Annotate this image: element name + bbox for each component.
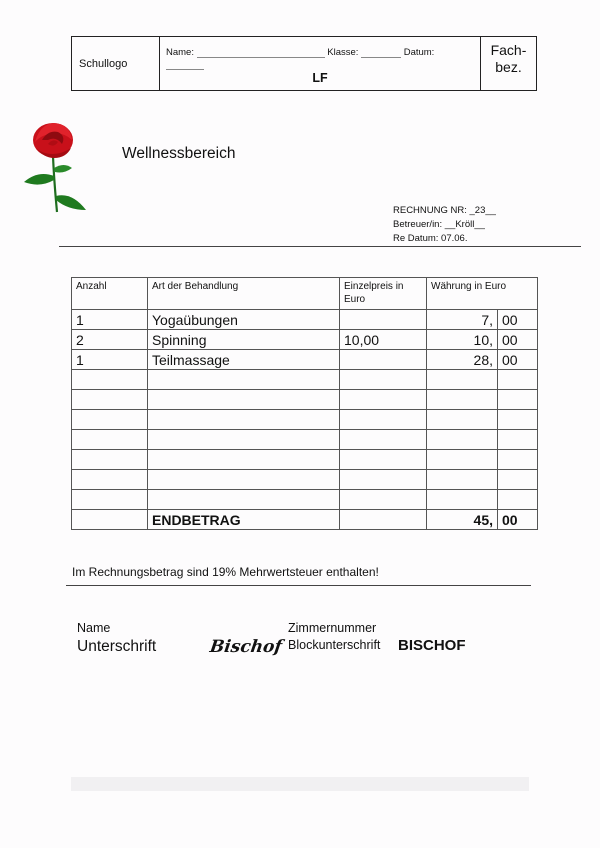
name-label: Name: [166, 47, 194, 58]
empty-cell[interactable] [498, 450, 538, 470]
empty-cell[interactable] [340, 490, 427, 510]
header-treatment: Art der Behandlung [148, 278, 340, 310]
empty-cell[interactable] [148, 390, 340, 410]
cell-euro[interactable]: 7, [427, 310, 498, 330]
divider-top [59, 246, 581, 247]
empty-cell[interactable] [498, 370, 538, 390]
empty-cell[interactable] [340, 450, 427, 470]
empty-cell[interactable] [340, 390, 427, 410]
student-info-cell [161, 37, 479, 90]
empty-cell[interactable] [148, 490, 340, 510]
handwritten-signature: Bischof [208, 637, 284, 657]
cell-qty[interactable]: 2 [72, 330, 148, 350]
empty-cell[interactable] [148, 430, 340, 450]
empty-cell[interactable] [340, 410, 427, 430]
block-signature-label: Blockunterschrift [288, 638, 381, 652]
class-field[interactable] [361, 48, 401, 58]
empty-cell[interactable] [72, 390, 148, 410]
empty-cell[interactable] [72, 370, 148, 390]
table-row [72, 330, 538, 350]
footer-bar [71, 777, 529, 791]
cell-unit-price[interactable] [340, 310, 427, 330]
empty-cell[interactable] [498, 390, 538, 410]
date-field[interactable] [166, 60, 204, 70]
school-logo-cell [72, 37, 160, 90]
name-field[interactable] [197, 48, 325, 58]
signature-label: Unterschrift [77, 638, 157, 655]
cell-treatment[interactable]: Yogaübungen [148, 310, 340, 330]
empty-cell[interactable] [72, 410, 148, 430]
empty-row [72, 390, 538, 410]
empty-cell[interactable] [72, 430, 148, 450]
subject-cell [480, 37, 536, 90]
empty-cell[interactable] [498, 410, 538, 430]
name-label: Name [77, 621, 111, 635]
empty-cell[interactable] [427, 390, 498, 410]
empty-cell[interactable] [148, 450, 340, 470]
cell-cent[interactable]: 00 [498, 350, 538, 370]
header-currency: Währung in Euro [427, 278, 538, 310]
cell-cent[interactable]: 00 [498, 310, 538, 330]
cell-cent[interactable]: 00 [498, 330, 538, 350]
empty-cell[interactable] [340, 370, 427, 390]
empty-row [72, 470, 538, 490]
block-signature-value: BISCHOF [398, 637, 466, 654]
empty-cell[interactable] [72, 450, 148, 470]
empty-cell[interactable] [72, 490, 148, 510]
cell-qty[interactable]: 1 [72, 350, 148, 370]
empty-cell[interactable] [148, 410, 340, 430]
empty-cell[interactable] [498, 490, 538, 510]
invoice-number: RECHNUNG NR: _23__ [393, 205, 496, 216]
cell-treatment[interactable]: Spinning [148, 330, 340, 350]
page-title: Wellnessbereich [122, 145, 236, 162]
cell-treatment[interactable]: Teilmassage [148, 350, 340, 370]
total-row [72, 510, 538, 530]
empty-cell[interactable] [427, 450, 498, 470]
divider-bottom [66, 585, 531, 586]
invoice-date: Re Datum: 07.06. [393, 233, 468, 244]
table-row [72, 350, 538, 370]
empty-row [72, 450, 538, 470]
total-euro[interactable]: 45, [427, 510, 498, 530]
empty-cell[interactable] [427, 410, 498, 430]
header-box [71, 36, 537, 91]
header-qty: Anzahl [72, 278, 148, 310]
empty-row [72, 410, 538, 430]
empty-cell[interactable] [427, 470, 498, 490]
cell-unit-price[interactable]: 10,00 [340, 330, 427, 350]
lf-label: LF [312, 71, 328, 85]
school-logo-label: Schullogo [79, 57, 128, 70]
cell-qty[interactable]: 1 [72, 310, 148, 330]
empty-cell[interactable] [340, 470, 427, 490]
cell-euro[interactable]: 28, [427, 350, 498, 370]
header-unit-price: Einzelpreis in Euro [340, 278, 427, 310]
empty-row [72, 430, 538, 450]
subject-label-line2: bez. [495, 59, 522, 75]
empty-cell[interactable] [498, 470, 538, 490]
room-number-label: Zimmernummer [288, 621, 377, 635]
total-label: ENDBETRAG [148, 510, 340, 530]
empty-cell[interactable] [340, 430, 427, 450]
invoice-meta [393, 204, 496, 246]
empty-cell[interactable] [427, 370, 498, 390]
empty-cell[interactable] [148, 470, 340, 490]
empty-cell[interactable] [148, 370, 340, 390]
table-row [72, 310, 538, 330]
empty-row [72, 370, 538, 390]
empty-cell[interactable] [427, 430, 498, 450]
subject-label-line1: Fach- [490, 42, 527, 58]
cell-euro[interactable]: 10, [427, 330, 498, 350]
total-empty [340, 510, 427, 530]
empty-cell[interactable] [72, 470, 148, 490]
invoice-table [71, 277, 538, 530]
empty-cell[interactable] [427, 490, 498, 510]
class-label: Klasse: [327, 47, 359, 58]
table-header-row [72, 278, 538, 310]
total-cent[interactable]: 00 [498, 510, 538, 530]
vat-note: Im Rechnungsbetrag sind 19% Mehrwertsteuer enthalten! [72, 565, 379, 579]
caretaker: Betreuer/in: __Kröll__ [393, 219, 485, 230]
empty-row [72, 490, 538, 510]
date-label: Datum: [403, 47, 435, 58]
empty-cell[interactable] [498, 430, 538, 450]
cell-unit-price[interactable] [340, 350, 427, 370]
rose-icon [20, 118, 92, 216]
total-spacer [72, 510, 148, 530]
